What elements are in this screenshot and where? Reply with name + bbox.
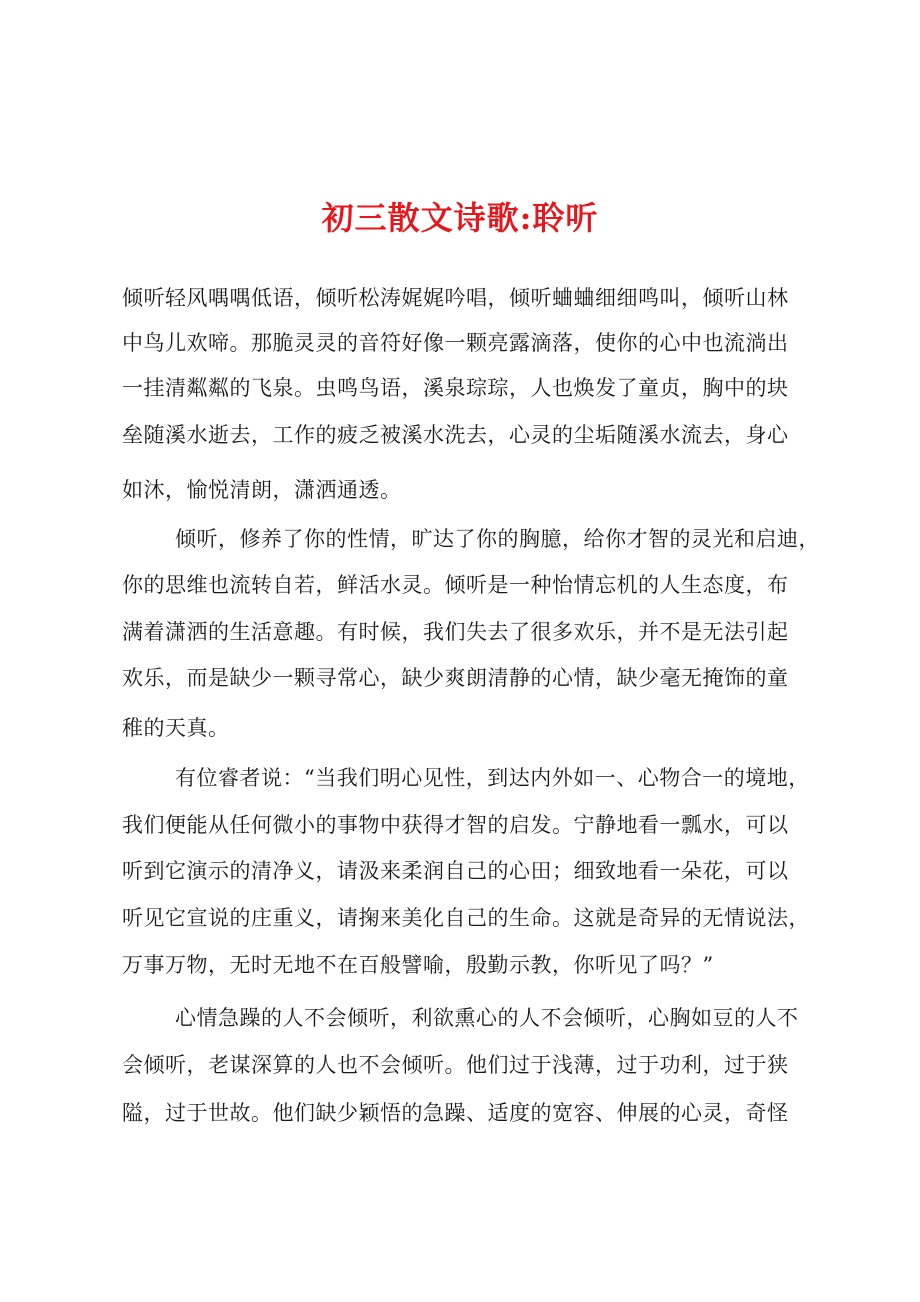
paragraph-1-line-1: 倾听轻风喁喁低语，倾听松涛娓娓吟唱，倾听蛐蛐细细鸣叫，倾听山林	[122, 286, 789, 310]
paragraph-4-line-2: 会倾听，老谋深算的人也不会倾听。他们过于浅薄，过于功利，过于狭	[122, 1053, 789, 1077]
paragraph-3-line-2: 我们便能从任何微小的事物中获得才智的启发。宁静地看一瓢水，可以	[122, 813, 789, 837]
paragraph-1-line-2: 中鸟儿欢啼。那脆灵灵的音符好像一颗亮露滴落，使你的心中也流淌出	[122, 331, 789, 355]
document-title: 初三散文诗歌:聆听	[321, 199, 599, 237]
paragraph-3-line-4: 听见它宣说的庄重义，请掬来美化自己的生命。这就是奇异的无情说法，	[122, 906, 810, 930]
paragraph-1-line-5: 如沐，愉悦清朗，潇洒通透。	[122, 478, 402, 502]
paragraph-3-line-5: 万事万物，无时无地不在百般譬喻，殷勤示教，你听见了吗？”	[122, 953, 714, 977]
paragraph-2-line-4: 欢乐，而是缺少一颗寻常心，缺少爽朗清静的心情，缺少毫无掩饰的童	[122, 666, 789, 690]
paragraph-1-line-4: 垒随溪水逝去，工作的疲乏被溪水洗去，心灵的尘垢随溪水流去，身心	[122, 423, 789, 447]
paragraph-4-line-3: 隘，过于世故。他们缺少颖悟的急躁、适度的宽容、伸展的心灵，奇怪	[122, 1101, 789, 1125]
paragraph-4-line-1: 心情急躁的人不会倾听，利欲熏心的人不会倾听，心胸如豆的人不	[175, 1006, 799, 1030]
paragraph-2-line-5: 稚的天真。	[122, 716, 230, 740]
paragraph-3-line-1: 有位睿者说：“当我们明心见性，到达内外如一、心物合一的境地，	[175, 766, 810, 790]
paragraph-3-line-3: 听到它演示的清净义，请汲来柔润自己的心田；细致地看一朵花，可以	[122, 859, 789, 883]
paragraph-1-line-3: 一挂清粼粼的飞泉。虫鸣鸟语，溪泉琮琮，人也焕发了童贞，胸中的块	[122, 376, 789, 400]
paragraph-2-line-3: 满着潇洒的生活意趣。有时候，我们失去了很多欢乐，并不是无法引起	[122, 620, 789, 644]
paragraph-2-line-2: 你的思维也流转自若，鲜活水灵。倾听是一种怡情忘机的人生态度，布	[122, 573, 789, 597]
paragraph-2-line-1: 倾听，修养了你的性情，旷达了你的胸臆，给你才智的灵光和启迪，	[175, 527, 820, 551]
